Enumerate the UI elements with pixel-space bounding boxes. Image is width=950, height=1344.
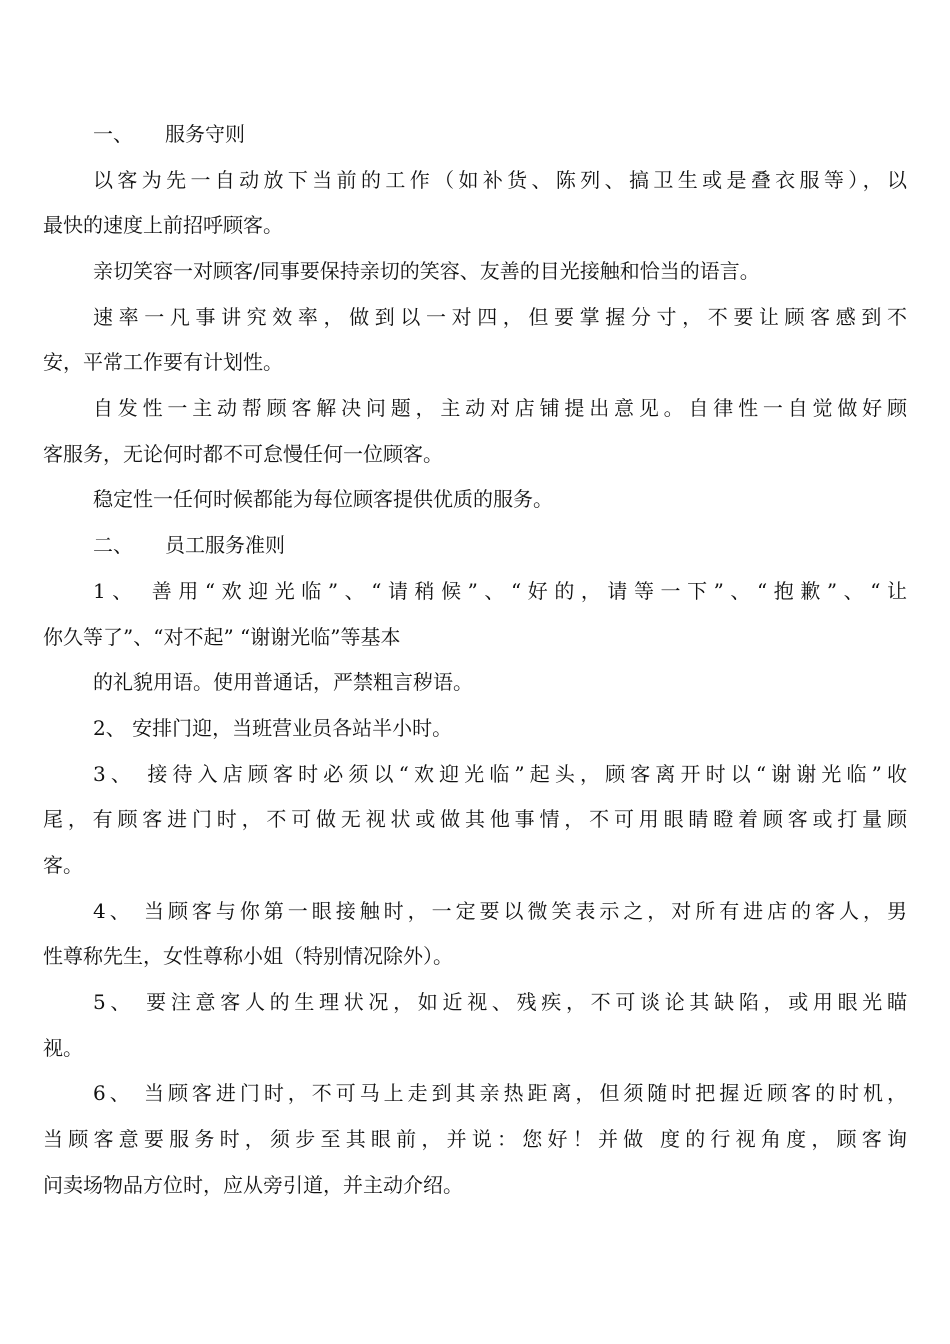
section-2-title: 员工服务准则	[165, 533, 285, 557]
section-2-heading	[93, 532, 285, 558]
rule-line: 性尊称先生，女性尊称小姐（特别情况除外）。	[43, 944, 453, 968]
paragraph-line: 自发性一主动帮顾客解决问题，主动对店铺提出意见。自律性一自觉做好顾	[93, 396, 907, 420]
rule-line: 尾，有顾客进门时，不可做无视状或做其他事情，不可用眼睛瞪着顾客或打量顾	[43, 807, 907, 831]
paragraph-line: 最快的速度上前招呼顾客。	[43, 213, 283, 237]
paragraph-line: 客服务，无论何时都不可怠慢任何一位顾客。	[43, 442, 443, 466]
section-1-heading	[93, 121, 245, 147]
rule-line: 2、 安排门迎，当班营业员各站半小时。	[93, 716, 453, 740]
rule-line: 当顾客意要服务时，须步至其眼前，并说：您好！并做 度的行视角度，顾客询	[43, 1127, 907, 1151]
paragraph-line: 安，平常工作要有计划性。	[43, 350, 283, 374]
paragraph-line: 速率一凡事讲究效率，做到以一对四，但要掌握分寸，不要让顾客感到不	[93, 305, 907, 329]
rule-line: 视。	[43, 1036, 83, 1060]
rule-line: 1、 善用“欢迎光临”、“请稍候”、“好的，请等一下”、“抱歉”、“让	[93, 579, 907, 603]
rule-line: 客。	[43, 853, 83, 877]
rule-line: 你久等了”、“对不起” “谢谢光临”等基本	[43, 625, 401, 649]
paragraph-line: 稳定性一任何时候都能为每位顾客提供优质的服务。	[93, 487, 553, 511]
rule-line: 的礼貌用语。使用普通话，严禁粗言秽语。	[93, 670, 473, 694]
section-1-title: 服务守则	[165, 122, 245, 146]
rule-line: 6、 当顾客进门时，不可马上走到其亲热距离，但须随时把握近顾客的时机，	[93, 1081, 907, 1105]
rule-line: 3、 接待入店顾客时必须以“欢迎光临”起头，顾客离开时以“谢谢光临”收	[93, 762, 907, 786]
rule-line: 5、 要注意客人的生理状况，如近视、残疾，不可谈论其缺陷，或用眼光瞄	[93, 990, 907, 1014]
paragraph-line: 以客为先一自动放下当前的工作（如补货、陈列、搞卫生或是叠衣服等），以	[93, 168, 907, 192]
section-2-number: 二、	[93, 533, 133, 557]
section-1-number: 一、	[93, 122, 133, 146]
rule-line: 问卖场物品方位时，应从旁引道，并主动介绍。	[43, 1173, 463, 1197]
rule-line: 4、 当顾客与你第一眼接触时，一定要以微笑表示之，对所有进店的客人，男	[93, 899, 907, 923]
paragraph-line: 亲切笑容一对顾客/同事要保持亲切的笑容、友善的目光接触和恰当的语言。	[93, 259, 760, 283]
